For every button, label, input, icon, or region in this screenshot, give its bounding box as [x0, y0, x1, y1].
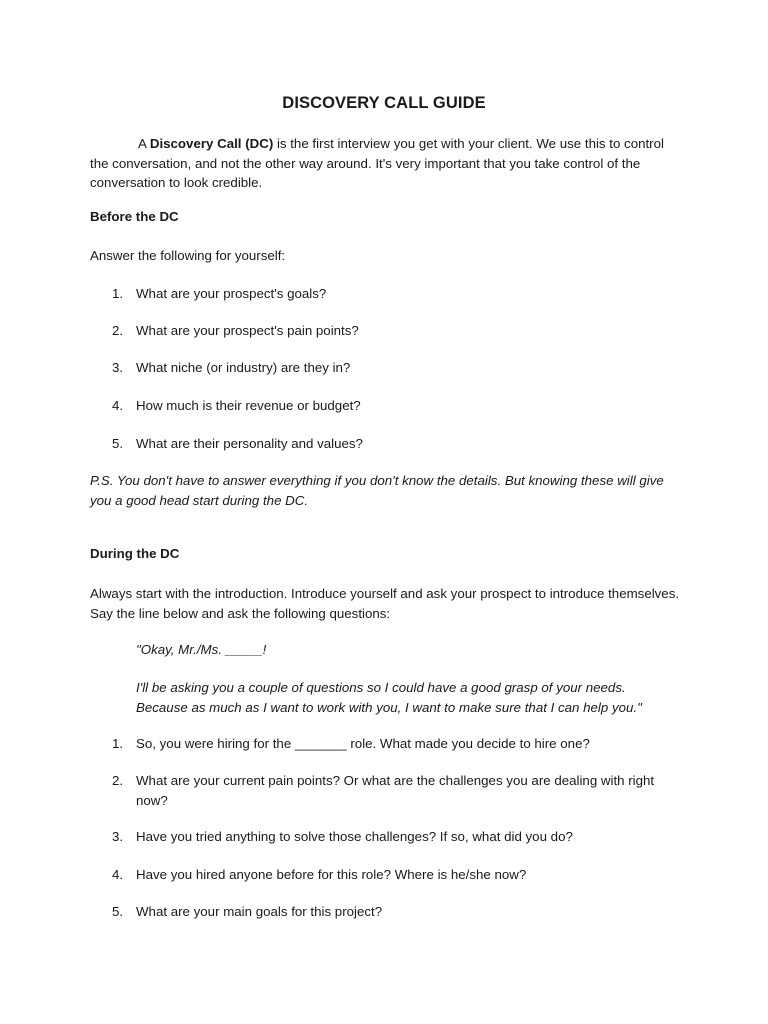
intro-bold-term: Discovery Call (DC) — [149, 136, 274, 151]
during-lead: Always start with the introduction. Introduce yourself and ask your prospect to introduce themselves. Say the line below and ask the following questions: — [90, 586, 680, 621]
ps-note: P.S. You don't have to answer everything if you don't know the details. But knowing these will give you a good head start during the DC. — [90, 473, 664, 508]
quote-line-1: "Okay, Mr./Ms. _____! — [136, 642, 267, 657]
page-title: DISCOVERY CALL GUIDE — [282, 94, 486, 112]
before-lead: Answer the following for yourself: — [90, 248, 286, 263]
during-heading: During the DC — [90, 546, 180, 561]
intro-paragraph — [90, 134, 680, 193]
intro-pre: A — [138, 136, 150, 151]
document-page: DISCOVERY CALL GUIDE A Discovery Call (DC) is the first interview you get with your client. We use this to control the conversation, and not the other way around. It's very important that you take control of the conversation to look credible. Before the DC Answer the following for yourself: 1. What are your prospect's goals? 2. What are your prospect's pain points? 3. What niche (or industry) are they in? 4. How much is their revenue or budget? 5. What are their personality and values? P.S. You don't have to answer everything if you don't know the details. But knowing these will give you a good head start during the DC. During the DC Always start with the introduction. Introduce yourself and ask your prospect to introduce themselves. Say the line below and ask the following questions: "Okay, Mr./Ms. _____! I'll be asking you a couple of questions so I could have a good grasp of your needs. Because as much as I want to work with you, I want to make sure that I can help you." 1. So, you were hiring for the _______ role. What made you decide to hire one? 2. What are your current pain points? Or what are the challenges you are dealing with right now? 3. Have you tried anything to solve those challenges? If so, what did you do? 4. Have you hired anyone before for this role? Where is he/she now? 5. What are your main goals for this project? — [0, 0, 768, 1024]
intro-post: is the first interview you get with your client. We use this to control the conversation, and not the other way around. It's very important that you take control of the conversation to look credible. — [90, 136, 664, 190]
before-heading: Before the DC — [90, 209, 179, 224]
quote-line-2: I'll be asking you a couple of questions so I could have a good grasp of your needs. Because as much as I want to work with you, I want to make sure that I can help you." — [136, 680, 642, 715]
